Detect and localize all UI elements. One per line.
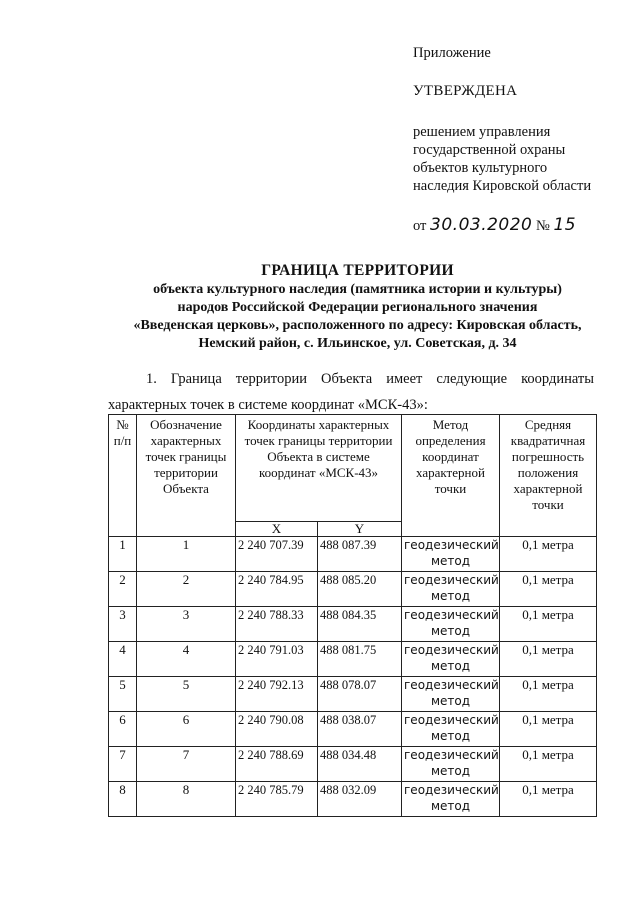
header-x: X [236, 522, 318, 537]
row-point: 2 [137, 572, 236, 607]
row-error: 0,1 метра [500, 572, 597, 607]
row-x: 2 240 788.69 [236, 747, 318, 782]
number-sign: № [536, 218, 550, 234]
handwritten-number: 15 [553, 215, 577, 235]
row-x: 2 240 785.79 [236, 782, 318, 817]
row-method: геодезический метод [402, 712, 500, 747]
document-title [90, 261, 625, 353]
row-num: 2 [109, 572, 137, 607]
table-row [109, 572, 597, 607]
row-y: 488 087.39 [318, 537, 402, 572]
row-x: 2 240 790.08 [236, 712, 318, 747]
row-x: 2 240 784.95 [236, 572, 318, 607]
table-row [109, 537, 597, 572]
decision-line: государственной охраны [413, 142, 566, 158]
title-main: ГРАНИЦА ТЕРРИТОРИИ [261, 262, 454, 279]
header-y: Y [318, 522, 402, 537]
decision-date-line [413, 216, 633, 235]
table-row [109, 712, 597, 747]
row-point: 4 [137, 642, 236, 677]
row-error: 0,1 метра [500, 782, 597, 817]
row-error: 0,1 метра [500, 607, 597, 642]
coordinates-table [108, 414, 597, 817]
row-num: 5 [109, 677, 137, 712]
row-method: геодезический метод [402, 677, 500, 712]
row-num: 1 [109, 537, 137, 572]
row-error: 0,1 метра [500, 642, 597, 677]
row-point: 8 [137, 782, 236, 817]
row-method: геодезический метод [402, 537, 500, 572]
table-row [109, 677, 597, 712]
row-num: 7 [109, 747, 137, 782]
row-error: 0,1 метра [500, 712, 597, 747]
approval-block [413, 44, 633, 235]
row-y: 488 078.07 [318, 677, 402, 712]
header-designation: Обозначение характерных точек границы территории Объекта [137, 415, 236, 537]
title-line: «Введенская церковь», расположенного по адресу: Кировская область, [133, 318, 582, 333]
decision-text [413, 123, 633, 195]
table-row [109, 642, 597, 677]
row-method: геодезический метод [402, 747, 500, 782]
row-x: 2 240 707.39 [236, 537, 318, 572]
row-error: 0,1 метра [500, 747, 597, 782]
row-num: 4 [109, 642, 137, 677]
row-x: 2 240 788.33 [236, 607, 318, 642]
decision-line: объектов культурного [413, 160, 548, 176]
title-line: народов Российской Федерации регионального значения [177, 300, 538, 315]
row-point: 6 [137, 712, 236, 747]
row-num: 8 [109, 782, 137, 817]
row-y: 488 034.48 [318, 747, 402, 782]
header-method: Метод определения координат характерной точки [402, 415, 500, 537]
row-num: 3 [109, 607, 137, 642]
row-point: 5 [137, 677, 236, 712]
handwritten-date: 30.03.2020 [430, 215, 533, 235]
appendix-label: Приложение [413, 45, 491, 61]
row-x: 2 240 791.03 [236, 642, 318, 677]
row-error: 0,1 метра [500, 677, 597, 712]
row-y: 488 038.07 [318, 712, 402, 747]
body-paragraph: 1. Граница территории Объекта имеет следующие координаты характерных точек в системе координат «МСК-43»: [108, 371, 594, 413]
title-line: объекта культурного наследия (памятника истории и культуры) [153, 282, 562, 297]
table-row [109, 782, 597, 817]
decision-line: наследия Кировской области [413, 178, 592, 194]
table-row [109, 747, 597, 782]
title-line: Немский район, с. Ильинское, ул. Советская, д. 34 [198, 336, 517, 351]
row-error: 0,1 метра [500, 537, 597, 572]
date-prefix: от [413, 218, 427, 234]
row-x: 2 240 792.13 [236, 677, 318, 712]
row-point: 7 [137, 747, 236, 782]
header-num: № п/п [109, 415, 137, 537]
approved-stamp-text: УТВЕРЖДЕНА [413, 83, 518, 99]
header-coordinates: Координаты характерных точек границы территории Объекта в системе координат «МСК-43» [236, 415, 402, 522]
row-method: геодезический метод [402, 642, 500, 677]
row-method: геодезический метод [402, 607, 500, 642]
row-method: геодезический метод [402, 572, 500, 607]
row-y: 488 032.09 [318, 782, 402, 817]
row-y: 488 085.20 [318, 572, 402, 607]
decision-line: решением управления [413, 124, 551, 140]
row-num: 6 [109, 712, 137, 747]
row-y: 488 084.35 [318, 607, 402, 642]
row-y: 488 081.75 [318, 642, 402, 677]
row-point: 1 [137, 537, 236, 572]
table-row [109, 607, 597, 642]
header-error: Средняя квадратичная погрешность положения характерной точки [500, 415, 597, 537]
row-method: геодезический метод [402, 782, 500, 817]
row-point: 3 [137, 607, 236, 642]
